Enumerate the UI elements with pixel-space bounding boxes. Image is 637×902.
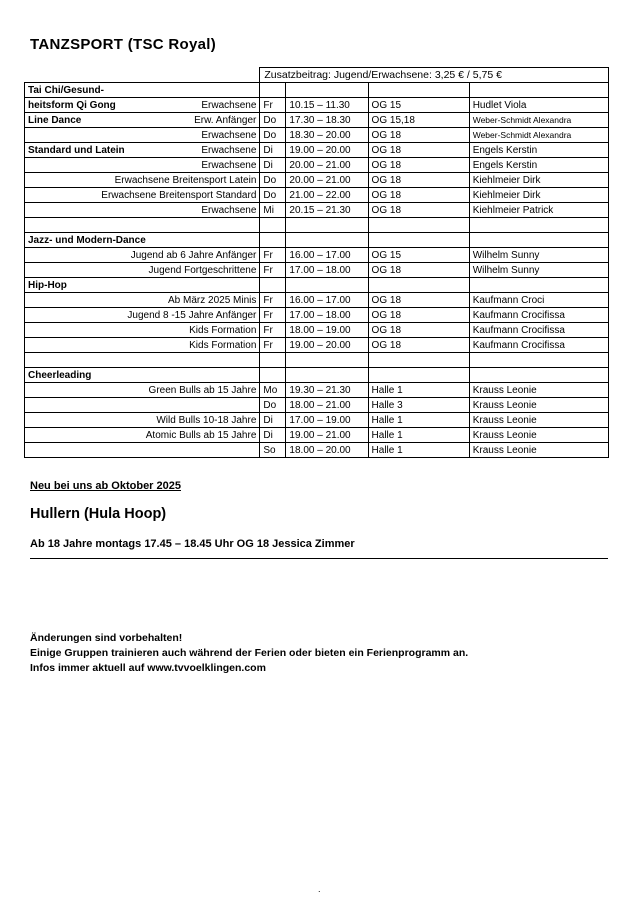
cell-time: 17.00 – 18.00 — [286, 308, 368, 323]
cell-person: Kaufmann Croci — [469, 293, 608, 308]
cell-person — [469, 368, 608, 383]
cell-day: Do — [260, 128, 286, 143]
cell-day: Fr — [260, 293, 286, 308]
cell-blank — [368, 218, 469, 233]
cell-person: Weber-Schmidt Alexandra — [469, 113, 608, 128]
cell-blank — [469, 353, 608, 368]
new-offer-detail: Ab 18 Jahre montags 17.45 – 18.45 Uhr OG 18 Jessica Zimmer — [30, 538, 355, 550]
cell-blank — [260, 218, 286, 233]
cell-person: Krauss Leonie — [469, 413, 608, 428]
new-offer-title: Hullern (Hula Hoop) — [30, 506, 167, 522]
course-name: Erwachsene Breitensport Latein — [25, 173, 260, 188]
cell-room: OG 18 — [368, 188, 469, 203]
course-name: Erwachsene — [201, 144, 257, 156]
table-row — [25, 143, 609, 158]
cell-time: 18.00 – 19.00 — [286, 323, 368, 338]
table-row — [25, 398, 609, 413]
cell-room: OG 18 — [368, 338, 469, 353]
cell-room: OG 18 — [368, 308, 469, 323]
cell-time: 19.00 – 20.00 — [286, 338, 368, 353]
document-content — [24, 36, 614, 676]
cell-time: 16.00 – 17.00 — [286, 248, 368, 263]
cell-day — [260, 368, 286, 383]
course-name: Erw. Anfänger — [194, 114, 257, 126]
cell-room: OG 15,18 — [368, 113, 469, 128]
group-heading: Jazz- und Modern-Dance — [25, 233, 260, 248]
table-row — [25, 338, 609, 353]
table-row — [25, 113, 609, 128]
course-name: Erwachsene — [25, 128, 260, 143]
cell-room: OG 18 — [368, 128, 469, 143]
cell-person: Wilhelm Sunny — [469, 248, 608, 263]
divider — [30, 558, 608, 559]
table-row-surcharge — [25, 68, 609, 83]
cell-time: 19.00 – 21.00 — [286, 428, 368, 443]
cell-room — [368, 83, 469, 98]
cell-room: Halle 1 — [368, 383, 469, 398]
cell-time: 17.30 – 18.30 — [286, 113, 368, 128]
cell-person — [469, 83, 608, 98]
course-name: Erwachsene — [25, 203, 260, 218]
table-row — [25, 308, 609, 323]
cell-blank — [260, 353, 286, 368]
cell-time: 19.00 – 20.00 — [286, 143, 368, 158]
table-row — [25, 248, 609, 263]
cell-day: Fr — [260, 248, 286, 263]
page-marker: . — [318, 884, 321, 894]
footnotes — [30, 631, 614, 676]
new-offer-section — [30, 480, 608, 559]
page-title: TANZSPORT (TSC Royal) — [30, 36, 217, 53]
cell-blank — [368, 353, 469, 368]
table-row — [25, 323, 609, 338]
new-offer-label: Neu bei uns ab Oktober 2025 — [30, 480, 181, 492]
cell-time: 20.00 – 21.00 — [286, 173, 368, 188]
cell-room: Halle 1 — [368, 413, 469, 428]
cell-person: Krauss Leonie — [469, 443, 608, 458]
cell-day: Fr — [260, 263, 286, 278]
cell-day — [260, 278, 286, 293]
table-row — [25, 293, 609, 308]
cell-day: Do — [260, 113, 286, 128]
table-row — [25, 233, 609, 248]
cell-day — [260, 233, 286, 248]
cell-room: OG 15 — [368, 248, 469, 263]
table-row — [25, 428, 609, 443]
cell-room: OG 18 — [368, 143, 469, 158]
group-heading-row — [25, 143, 260, 158]
cell-blank — [469, 218, 608, 233]
footnote-line: Infos immer aktuell auf www.tvvoelklingen.com — [30, 662, 266, 674]
cell-time: 17.00 – 19.00 — [286, 413, 368, 428]
cell-person: Krauss Leonie — [469, 428, 608, 443]
cell-person: Engels Kerstin — [469, 158, 608, 173]
cell-room — [368, 368, 469, 383]
footnote-line: Änderungen sind vorbehalten! — [30, 632, 183, 644]
cell-person: Kiehlmeier Dirk — [469, 173, 608, 188]
group-heading: Hip-Hop — [25, 278, 260, 293]
cell-person: Kaufmann Crocifissa — [469, 323, 608, 338]
course-name: Ab März 2025 Minis — [25, 293, 260, 308]
cell-time: 18.00 – 20.00 — [286, 443, 368, 458]
table-row — [25, 413, 609, 428]
table-row — [25, 443, 609, 458]
cell-room: Halle 1 — [368, 443, 469, 458]
cell-room: OG 18 — [368, 173, 469, 188]
cell-time — [286, 83, 368, 98]
course-name — [25, 443, 260, 458]
cell-person: Kaufmann Crocifissa — [469, 308, 608, 323]
table-row — [25, 203, 609, 218]
cell-person — [469, 233, 608, 248]
cell-room: OG 18 — [368, 203, 469, 218]
cell-time: 16.00 – 17.00 — [286, 293, 368, 308]
group-heading-row — [25, 113, 260, 128]
cell-day: Fr — [260, 323, 286, 338]
table-row — [25, 278, 609, 293]
course-name: Erwachsene Breitensport Standard — [25, 188, 260, 203]
cell-day: Di — [260, 143, 286, 158]
table-row — [25, 188, 609, 203]
cell-day: Di — [260, 158, 286, 173]
cell-time: 10.15 – 11.30 — [286, 98, 368, 113]
cell-person — [469, 278, 608, 293]
schedule-table — [24, 67, 609, 458]
table-row — [25, 263, 609, 278]
cell-blank — [25, 218, 260, 233]
cell-blank — [286, 218, 368, 233]
cell-day: Di — [260, 428, 286, 443]
cell-person: Kiehlmeier Patrick — [469, 203, 608, 218]
cell-person: Kaufmann Crocifissa — [469, 338, 608, 353]
group-heading: Standard und Latein — [28, 144, 125, 156]
cell-time: 20.00 – 21.00 — [286, 158, 368, 173]
cell-room: OG 18 — [368, 263, 469, 278]
cell-person: Engels Kerstin — [469, 143, 608, 158]
table-row — [25, 383, 609, 398]
table-row-blank — [25, 218, 609, 233]
schedule-body — [25, 68, 609, 458]
table-row — [25, 368, 609, 383]
course-name: Kids Formation — [25, 338, 260, 353]
table-row — [25, 158, 609, 173]
cell-day: So — [260, 443, 286, 458]
table-row — [25, 173, 609, 188]
course-name: Jugend Fortgeschrittene — [25, 263, 260, 278]
cell-person: Hudlet Viola — [469, 98, 608, 113]
cell-person: Wilhelm Sunny — [469, 263, 608, 278]
course-name — [25, 398, 260, 413]
footnote-line: Einige Gruppen trainieren auch während der Ferien oder bieten ein Ferienprogramm an. — [30, 647, 469, 659]
group-heading-2 — [25, 98, 260, 113]
group-heading: Tai Chi/Gesund- — [25, 83, 260, 98]
cell-room — [368, 233, 469, 248]
cell-day: Do — [260, 173, 286, 188]
group-heading-line2: heitsform Qi Gong — [28, 99, 116, 111]
cell-person: Kiehlmeier Dirk — [469, 188, 608, 203]
cell-room: Halle 3 — [368, 398, 469, 413]
cell-time: 19.30 – 21.30 — [286, 383, 368, 398]
course-name: Green Bulls ab 15 Jahre — [25, 383, 260, 398]
surcharge-note: Zusatzbeitrag: Jugend/Erwachsene: 3,25 € / 5,75 € — [260, 68, 609, 83]
cell-day: Do — [260, 398, 286, 413]
cell-room — [368, 278, 469, 293]
cell-time: 18.30 – 20.00 — [286, 128, 368, 143]
course-name: Jugend 8 -15 Jahre Anfänger — [25, 308, 260, 323]
cell-time: 17.00 – 18.00 — [286, 263, 368, 278]
cell-room: OG 15 — [368, 98, 469, 113]
cell-day: Mo — [260, 383, 286, 398]
cell-time — [286, 278, 368, 293]
cell-day — [260, 83, 286, 98]
group-heading: Line Dance — [28, 114, 82, 126]
cell-day: Fr — [260, 98, 286, 113]
table-row — [25, 83, 609, 98]
cell-day: Do — [260, 188, 286, 203]
cell-day: Mi — [260, 203, 286, 218]
course-name: Atomic Bulls ab 15 Jahre — [25, 428, 260, 443]
cell-person: Krauss Leonie — [469, 398, 608, 413]
cell-room: Halle 1 — [368, 428, 469, 443]
course-name: Erwachsene — [25, 158, 260, 173]
cell-room: OG 18 — [368, 293, 469, 308]
cell-time — [286, 233, 368, 248]
cell-day: Fr — [260, 338, 286, 353]
cell-room: OG 18 — [368, 158, 469, 173]
cell-time: 21.00 – 22.00 — [286, 188, 368, 203]
empty-cell — [25, 68, 260, 83]
table-row-blank — [25, 353, 609, 368]
cell-time: 18.00 – 21.00 — [286, 398, 368, 413]
cell-blank — [286, 353, 368, 368]
group-heading: Cheerleading — [25, 368, 260, 383]
cell-day: Di — [260, 413, 286, 428]
table-row — [25, 128, 609, 143]
course-name: Jugend ab 6 Jahre Anfänger — [25, 248, 260, 263]
cell-time: 20.15 – 21.30 — [286, 203, 368, 218]
course-name: Wild Bulls 10-18 Jahre — [25, 413, 260, 428]
cell-room: OG 18 — [368, 323, 469, 338]
course-name: Kids Formation — [25, 323, 260, 338]
cell-person: Krauss Leonie — [469, 383, 608, 398]
cell-day: Fr — [260, 308, 286, 323]
cell-blank — [25, 353, 260, 368]
cell-person: Weber-Schmidt Alexandra — [469, 128, 608, 143]
table-row — [25, 98, 609, 113]
course-name: Erwachsene — [201, 99, 257, 111]
cell-time — [286, 368, 368, 383]
